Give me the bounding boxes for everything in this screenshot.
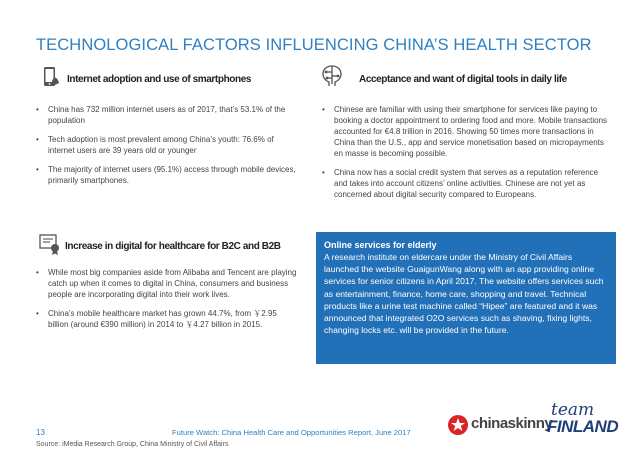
certificate-icon — [38, 232, 62, 256]
list-item: • The majority of internet users (95.1%) access through mobile devices, primarily smartphones. — [36, 164, 298, 186]
internet-section-heading: Internet adoption and use of smartphones — [67, 74, 252, 85]
brain-circuit-icon — [320, 64, 344, 88]
star-seal-icon — [447, 414, 469, 436]
digital-tools-bullet-list — [322, 104, 612, 208]
callout-title: Online services for elderly — [324, 240, 437, 250]
digital-tools-section-heading: Acceptance and want of digital tools in daily life — [359, 74, 567, 85]
chinaskinny-logo — [447, 414, 553, 436]
list-item: • Tech adoption is most prevalent among China’s youth: 76.6% of internet users are 39 years old or younger — [36, 134, 298, 156]
list-item: • While most big companies aside from Alibaba and Tencent are playing catch up when it comes to digital in China, consumers and business people are incorporating digital into their work lives. — [36, 267, 298, 300]
source-note: Source: iMedia Research Group, China Ministry of Civil Affairs — [36, 441, 229, 448]
callout-body: A research institute on eldercare under the Ministry of Civil Affairs launched the website GuaigunWang along with an app providing online services for senior citizens in April 2017. The website offers services such as entertainment, finance, home care, shopping and travel. Technical products like a urine test machine called “Hipee” are featured and it was announced that integrated O2O services such as shaving, fixing lights, changing locks etc. will be provided in the future. — [324, 252, 604, 336]
healthcare-bullet-list — [36, 267, 298, 338]
list-item: • China now has a social credit system that serves as a reputation reference and takes into account citizens’ online activities. Chinese are not yet as concerned about digital security compared to Europeans. — [322, 167, 612, 200]
list-item: • China’s mobile healthcare market has grown 44.7%, from ￥2.95 billion (around €390 million) in 2014 to ￥4.27 billion in 2015. — [36, 308, 298, 330]
chinaskinny-wordmark: chinaskinny — [471, 415, 553, 432]
list-item: • China has 732 million internet users as of 2017, that’s 53.1% of the population — [36, 104, 298, 126]
elderly-services-callout — [316, 232, 616, 364]
page-title: TECHNOLOGICAL FACTORS INFLUENCING CHINA’S HEALTH SECTOR — [36, 36, 592, 54]
team-finland-logo — [545, 398, 619, 438]
healthcare-section-heading: Increase in digital for healthcare for B2C and B2B — [65, 241, 281, 252]
smartphone-icon — [40, 66, 62, 88]
list-item: • Chinese are familiar with using their smartphone for services like paying to booking a doctor appointment to ordering food and more. Mobile transactions accounted for €4.8 trillion in 2016. Showing 50 times more transactions in China than the U.S., app and service monetisation based on micropayments en masse is becoming possible. — [322, 104, 612, 159]
finland-wordmark: FINLAND — [547, 417, 619, 436]
page-number: 13 — [36, 428, 45, 437]
svg-text:team: team — [551, 400, 595, 420]
internet-bullet-list — [36, 104, 298, 194]
report-title: Future Watch: China Health Care and Opportunities Report, June 2017 — [172, 428, 411, 437]
